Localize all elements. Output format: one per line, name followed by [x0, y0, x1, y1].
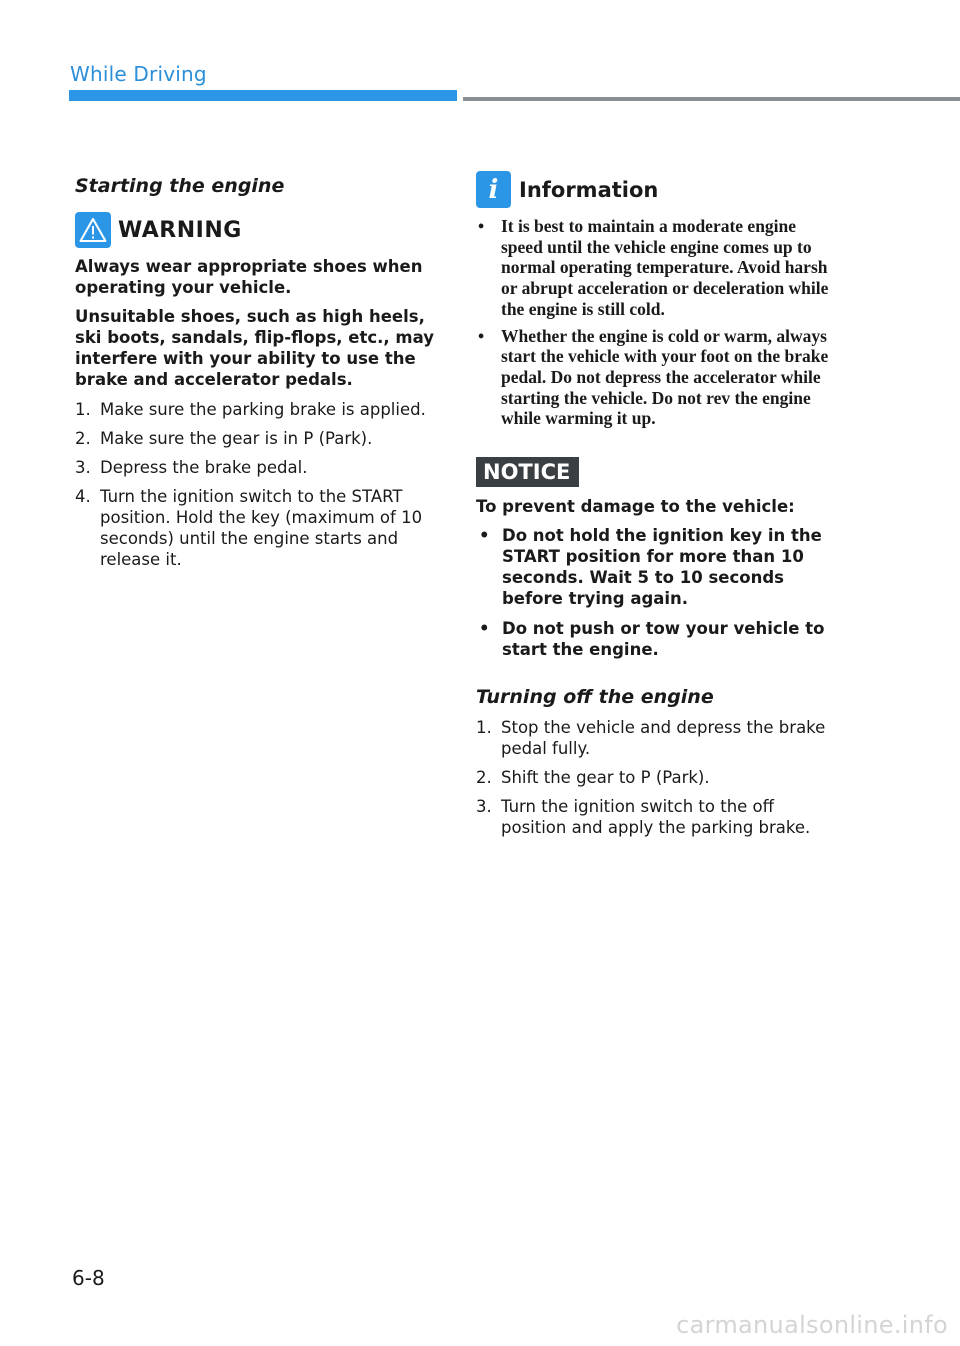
page-number: 6-8 — [72, 1266, 105, 1290]
list-item — [476, 326, 841, 430]
list-item — [476, 717, 841, 759]
step-text: Depress the brake pedal. — [100, 458, 308, 477]
notice-badge: NOTICE — [476, 457, 579, 487]
warning-paragraph: Unsuitable shoes, such as high heels, ski boots, sandals, flip-flops, etc., may interfere with your ability to use the brake and accelerator pedals. — [75, 307, 435, 389]
step-number: 2. — [476, 768, 492, 788]
information-label: Information — [519, 177, 659, 202]
notice-list — [476, 525, 841, 660]
information-header — [476, 171, 841, 208]
right-column — [476, 170, 841, 846]
step-text: Turn the ignition switch to the START position. Hold the key (maximum of 10 seconds) until the engine starts and release it. — [100, 487, 423, 569]
step-text: Turn the ignition switch to the off position and apply the parking brake. — [501, 797, 811, 838]
information-list — [476, 216, 841, 429]
warning-paragraph: Always wear appropriate shoes when operating your vehicle. — [75, 257, 423, 297]
left-column — [75, 170, 440, 578]
start-steps-list — [75, 399, 440, 570]
notice-text: Do not push or tow your vehicle to start the engine. — [502, 619, 825, 660]
warning-header — [75, 212, 440, 248]
step-text: Make sure the gear is in P (Park). — [100, 429, 373, 448]
stop-steps-list — [476, 717, 841, 838]
step-number: 3. — [75, 458, 91, 477]
step-number: 1. — [75, 400, 91, 419]
warning-label: WARNING — [118, 217, 242, 243]
heading-turning-off-engine: Turning off the engine — [476, 686, 714, 709]
section-title: While Driving — [70, 62, 207, 86]
step-number: 2. — [75, 429, 91, 448]
bullet-icon: • — [478, 216, 485, 236]
list-item — [75, 457, 440, 478]
list-item — [75, 399, 440, 420]
header-rule-accent — [69, 90, 457, 101]
list-item — [476, 525, 841, 609]
step-text: Stop the vehicle and depress the brake pedal fully. — [501, 718, 826, 759]
bullet-icon: • — [479, 526, 490, 546]
info-icon: i — [476, 171, 511, 208]
list-item — [75, 486, 440, 570]
step-text: Shift the gear to P (Park). — [501, 768, 710, 788]
list-item — [476, 767, 841, 788]
step-number: 4. — [75, 487, 91, 506]
heading-starting-engine: Starting the engine — [75, 175, 285, 197]
bullet-icon: • — [478, 325, 485, 346]
info-text: It is best to maintain a moderate engine speed until the vehicle engine comes up to normal operating temperature. Avoid harsh or abrupt acceleration or deceleration while the engine is still cold. — [501, 216, 829, 319]
list-item — [476, 618, 841, 660]
notice-lead: To prevent damage to the vehicle: — [476, 497, 795, 517]
list-item — [75, 428, 440, 449]
bullet-icon: • — [479, 619, 490, 639]
list-item — [476, 796, 841, 838]
step-number: 1. — [476, 718, 492, 738]
list-item — [476, 216, 841, 320]
notice-text: Do not hold the ignition key in the START position for more than 10 seconds. Wait 5 to 10 seconds before trying again. — [502, 526, 822, 609]
warning-triangle-icon — [75, 212, 111, 248]
header-rule-gray — [463, 97, 960, 101]
step-number: 3. — [476, 797, 492, 817]
info-text: Whether the engine is cold or warm, always start the vehicle with your foot on the brake pedal. Do not depress the accelerator while starting the vehicle. Do not rev the engine while warming it up. — [501, 325, 829, 429]
watermark: carmanualsonline.info — [676, 1311, 948, 1339]
step-text: Make sure the parking brake is applied. — [100, 400, 426, 419]
